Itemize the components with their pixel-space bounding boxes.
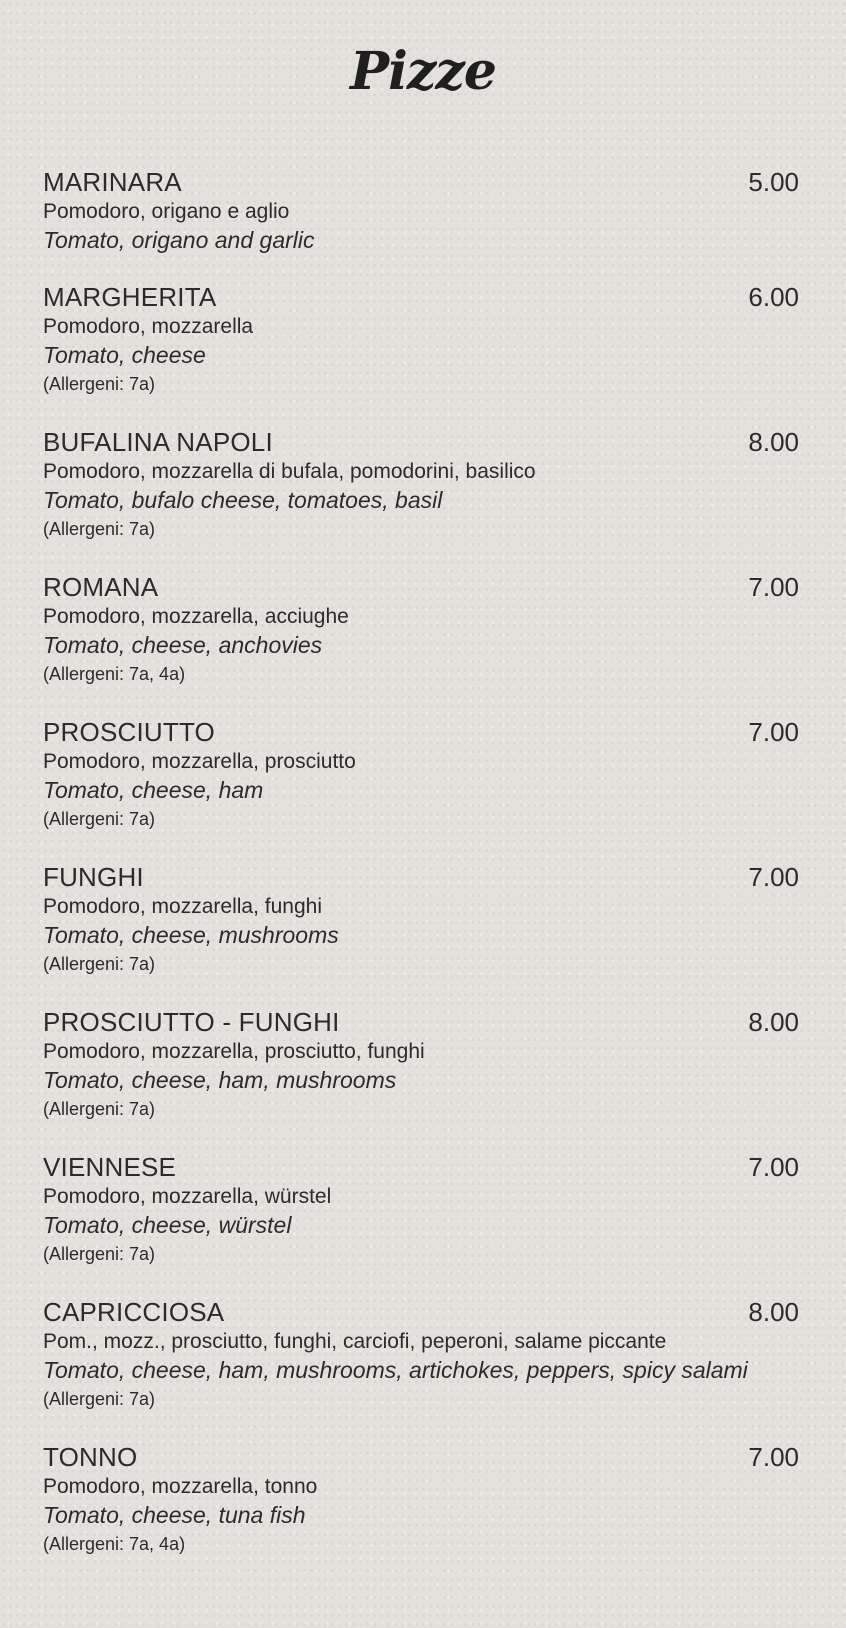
item-price: 7.00	[748, 572, 799, 602]
item-name: PROSCIUTTO	[43, 717, 215, 747]
item-ingredients-italian: Pomodoro, mozzarella, tonno	[43, 1475, 318, 1498]
menu-item	[43, 1006, 805, 1151]
menu-item	[43, 281, 805, 426]
menu-item	[43, 426, 805, 571]
item-price: 5.00	[748, 167, 799, 197]
menu-item	[43, 166, 805, 281]
item-name: PROSCIUTTO - FUNGHI	[43, 1007, 340, 1037]
item-name: FUNGHI	[43, 862, 144, 892]
item-price: 8.00	[748, 427, 799, 457]
item-ingredients-italian: Pomodoro, mozzarella, prosciutto, funghi	[43, 1040, 425, 1063]
pizza-list	[43, 166, 805, 1586]
item-ingredients-italian: Pomodoro, mozzarella, prosciutto	[43, 750, 356, 773]
item-ingredients-english: Tomato, cheese, ham	[43, 777, 264, 803]
menu-title: Pizze	[350, 41, 496, 102]
item-ingredients-english: Tomato, cheese, ham, mushrooms	[43, 1067, 397, 1093]
item-name: MARINARA	[43, 167, 182, 197]
item-ingredients-english: Tomato, cheese, ham, mushrooms, artichokes, peppers, spicy salami	[43, 1357, 748, 1383]
menu-item	[43, 1296, 805, 1441]
item-name: ROMANA	[43, 572, 159, 602]
item-ingredients-english: Tomato, cheese	[43, 342, 206, 368]
item-ingredients-english: Tomato, bufalo cheese, tomatoes, basil	[43, 487, 443, 513]
item-price: 6.00	[748, 282, 799, 312]
item-price: 7.00	[748, 1442, 799, 1472]
item-ingredients-english: Tomato, cheese, tuna fish	[43, 1502, 306, 1528]
item-price: 8.00	[748, 1007, 799, 1037]
item-allergens: (Allergeni: 7a)	[43, 374, 156, 394]
item-name: CAPRICCIOSA	[43, 1297, 225, 1327]
item-ingredients-english: Tomato, cheese, mushrooms	[43, 922, 339, 948]
item-allergens: (Allergeni: 7a)	[43, 1099, 156, 1119]
item-ingredients-italian: Pom., mozz., prosciutto, funghi, carciofi, peperoni, salame piccante	[43, 1330, 667, 1353]
item-allergens: (Allergeni: 7a)	[43, 1389, 156, 1409]
item-allergens: (Allergeni: 7a)	[43, 954, 156, 974]
item-price: 8.00	[748, 1297, 799, 1327]
menu-item	[43, 1151, 805, 1296]
item-ingredients-italian: Pomodoro, mozzarella, funghi	[43, 895, 322, 918]
menu-item	[43, 716, 805, 861]
menu-item	[43, 1441, 805, 1586]
item-ingredients-italian: Pomodoro, mozzarella, würstel	[43, 1185, 332, 1208]
item-allergens: (Allergeni: 7a, 4a)	[43, 1534, 186, 1554]
item-price: 7.00	[748, 1152, 799, 1182]
item-price: 7.00	[748, 862, 799, 892]
menu-item	[43, 571, 805, 716]
item-ingredients-english: Tomato, cheese, anchovies	[43, 632, 323, 658]
item-allergens: (Allergeni: 7a)	[43, 1244, 156, 1264]
item-price: 7.00	[748, 717, 799, 747]
menu-item	[43, 861, 805, 1006]
item-allergens: (Allergeni: 7a)	[43, 519, 156, 539]
item-ingredients-english: Tomato, origano and garlic	[43, 227, 315, 253]
item-allergens: (Allergeni: 7a, 4a)	[43, 664, 186, 684]
item-ingredients-italian: Pomodoro, origano e aglio	[43, 200, 290, 223]
item-name: BUFALINA NAPOLI	[43, 427, 273, 457]
item-ingredients-english: Tomato, cheese, würstel	[43, 1212, 292, 1238]
item-ingredients-italian: Pomodoro, mozzarella	[43, 315, 254, 338]
item-allergens: (Allergeni: 7a)	[43, 809, 156, 829]
item-name: VIENNESE	[43, 1152, 177, 1182]
item-name: TONNO	[43, 1442, 138, 1472]
item-ingredients-italian: Pomodoro, mozzarella, acciughe	[43, 605, 349, 628]
item-ingredients-italian: Pomodoro, mozzarella di bufala, pomodorini, basilico	[43, 460, 536, 483]
item-name: MARGHERITA	[43, 282, 217, 312]
